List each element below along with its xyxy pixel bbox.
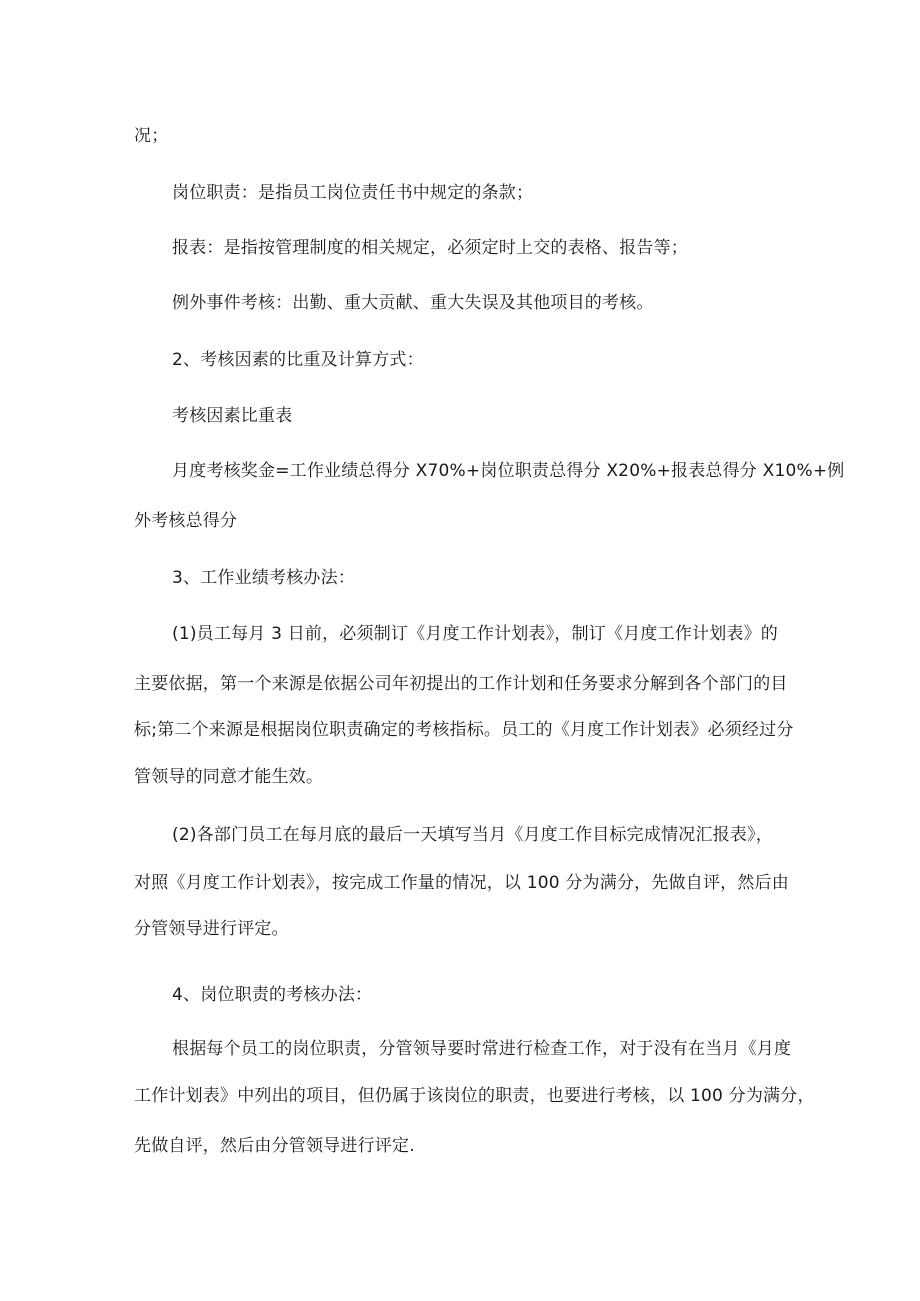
text-line: 例外事件考核：出勤、重大贡献、重大失误及其他项目的考核。 — [172, 293, 654, 313]
formula-line: 月度考核奖金=工作业绩总得分 X70%+岗位职责总得分 X20%+报表总得分 X10%+例 — [172, 461, 845, 481]
section-heading: 2、考核因素的比重及计算方式： — [172, 350, 424, 370]
text-line: 主要依据，第一个来源是依据公司年初提出的工作计划和任务要求分解到各个部门的目 — [134, 674, 788, 694]
text-line: (2)各部门员工在每月底的最后一天填写当月《月度工作目标完成情况汇报表》， — [172, 825, 773, 845]
text-line: 先做自评，然后由分管领导进行评定. — [134, 1136, 415, 1156]
text-line: 工作计划表》中列出的项目，但仍属于该岗位的职责，也要进行考核，以 100 分为满分， — [134, 1086, 815, 1106]
text-line: 分管领导进行评定。 — [134, 919, 289, 939]
text-line: 标;第二个来源是根据岗位职责确定的考核指标。员工的《月度工作计划表》必须经过分 — [134, 720, 794, 740]
section-heading: 4、岗位职责的考核办法： — [172, 985, 373, 1005]
text-line: 根据每个员工的岗位职责，分管领导要时常进行检查工作，对于没有在当月《月度 — [172, 1039, 792, 1059]
text-line: 管领导的同意才能生效。 — [134, 767, 324, 787]
text-line: 对照《月度工作计划表》，按完成工作量的情况，以 100 分为满分，先做自评，然后由 — [134, 873, 789, 893]
section-heading: 3、工作业绩考核办法： — [172, 568, 356, 588]
text-line: 岗位职责：是指员工岗位责任书中规定的条款； — [172, 183, 534, 203]
formula-line: 外考核总得分 — [134, 511, 238, 531]
text-line: 况； — [134, 126, 169, 146]
text-line: 考核因素比重表 — [172, 406, 293, 426]
text-line: 报表：是指按管理制度的相关规定，必须定时上交的表格、报告等； — [172, 238, 688, 258]
text-line: (1)员工每月 3 日前，必须制订《月度工作计划表》，制订《月度工作计划表》的 — [172, 624, 779, 644]
